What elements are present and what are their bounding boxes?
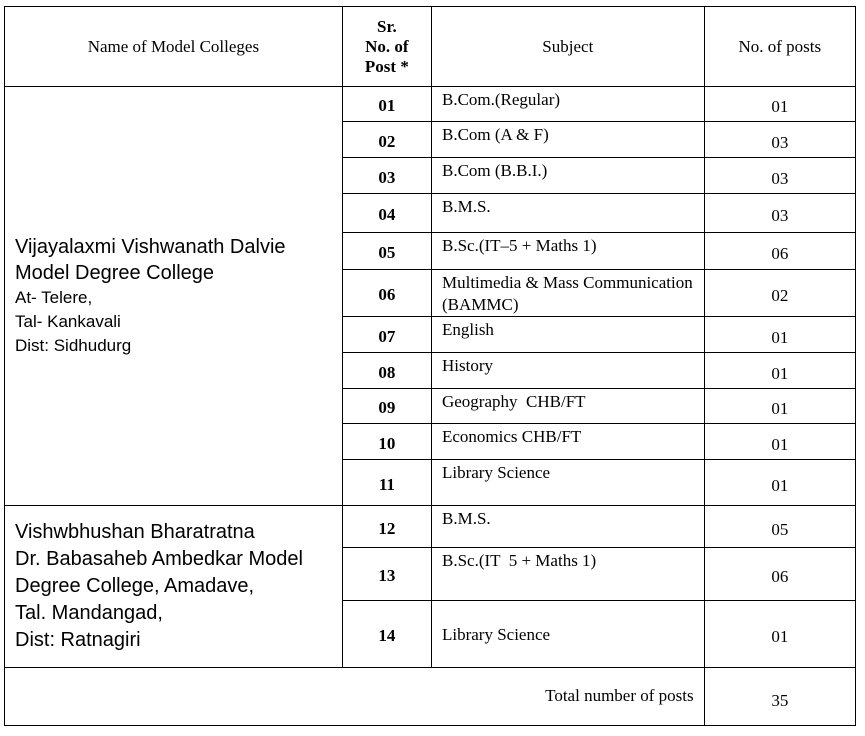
subject-cell: Economics CHB/FT bbox=[431, 424, 704, 460]
subject-cell: B.Com (A & F) bbox=[431, 122, 704, 158]
subject-cell: B.M.S. bbox=[431, 506, 704, 548]
subject-cell: Library Science bbox=[431, 460, 704, 506]
college-2-line4: Tal. Mandangad, bbox=[15, 602, 163, 624]
header-sr-line3: Post * bbox=[364, 56, 409, 76]
posts-cell: 03 bbox=[704, 122, 855, 158]
subject-cell: Multimedia & Mass Communication (BAMMC) bbox=[431, 270, 704, 317]
sr-cell: 07 bbox=[342, 317, 431, 353]
posts-cell: 03 bbox=[704, 194, 855, 233]
posts-cell: 06 bbox=[704, 548, 855, 601]
posts-cell: 03 bbox=[704, 158, 855, 194]
sr-cell: 08 bbox=[342, 353, 431, 389]
subject-cell: English bbox=[431, 317, 704, 353]
college-2-line1: Vishwbhushan Bharatratna bbox=[15, 521, 255, 543]
sr-cell: 01 bbox=[342, 87, 431, 122]
posts-table bbox=[4, 6, 856, 726]
header-name: Name of Model Colleges bbox=[5, 7, 343, 87]
sr-cell: 06 bbox=[342, 270, 431, 317]
college-2-line5: Dist: Ratnagiri bbox=[15, 629, 141, 651]
posts-cell: 06 bbox=[704, 233, 855, 270]
posts-cell: 02 bbox=[704, 270, 855, 317]
college-2-cell bbox=[5, 506, 343, 668]
college-2-line2: Dr. Babasaheb Ambedkar Model bbox=[15, 548, 303, 570]
subject-cell: B.Sc.(IT–5 + Maths 1) bbox=[431, 233, 704, 270]
table-row bbox=[5, 87, 856, 122]
subject-cell: B.Sc.(IT 5 + Maths 1) bbox=[431, 548, 704, 601]
sr-cell: 04 bbox=[342, 194, 431, 233]
sr-cell: 10 bbox=[342, 424, 431, 460]
header-row bbox=[5, 7, 856, 87]
sr-cell: 14 bbox=[342, 601, 431, 668]
posts-cell: 05 bbox=[704, 506, 855, 548]
sr-cell: 13 bbox=[342, 548, 431, 601]
sr-cell: 11 bbox=[342, 460, 431, 506]
header-sr bbox=[342, 7, 431, 87]
total-row bbox=[5, 668, 856, 726]
header-subject: Subject bbox=[431, 7, 704, 87]
sr-cell: 02 bbox=[342, 122, 431, 158]
college-1-line3: At- Telere, bbox=[15, 288, 93, 307]
posts-cell: 01 bbox=[704, 389, 855, 424]
total-value: 35 bbox=[704, 668, 855, 726]
subject-cell: History bbox=[431, 353, 704, 389]
college-1-cell bbox=[5, 87, 343, 506]
header-sr-line1: Sr. bbox=[377, 16, 397, 36]
college-1-line2: Model Degree College bbox=[15, 262, 215, 284]
sr-cell: 09 bbox=[342, 389, 431, 424]
posts-cell: 01 bbox=[704, 460, 855, 506]
sr-cell: 12 bbox=[342, 506, 431, 548]
posts-cell: 01 bbox=[704, 353, 855, 389]
subject-cell: B.Com (B.B.I.) bbox=[431, 158, 704, 194]
college-1-line4: Tal- Kankavali bbox=[15, 312, 121, 331]
posts-cell: 01 bbox=[704, 601, 855, 668]
sr-cell: 03 bbox=[342, 158, 431, 194]
college-1-line1: Vijayalaxmi Vishwanath Dalvie bbox=[15, 236, 286, 258]
table-row bbox=[5, 506, 856, 548]
header-posts: No. of posts bbox=[704, 7, 855, 87]
posts-cell: 01 bbox=[704, 317, 855, 353]
subject-cell: B.M.S. bbox=[431, 194, 704, 233]
subject-cell: B.Com.(Regular) bbox=[431, 87, 704, 122]
posts-cell: 01 bbox=[704, 87, 855, 122]
header-sr-line2: No. of bbox=[365, 36, 409, 56]
posts-cell: 01 bbox=[704, 424, 855, 460]
total-label: Total number of posts bbox=[5, 668, 705, 726]
subject-cell: Library Science bbox=[431, 601, 704, 668]
college-2-line3: Degree College, Amadave, bbox=[15, 575, 255, 597]
college-1-line5: Dist: Sidhudurg bbox=[15, 336, 132, 355]
sr-cell: 05 bbox=[342, 233, 431, 270]
subject-cell: Geography CHB/FT bbox=[431, 389, 704, 424]
